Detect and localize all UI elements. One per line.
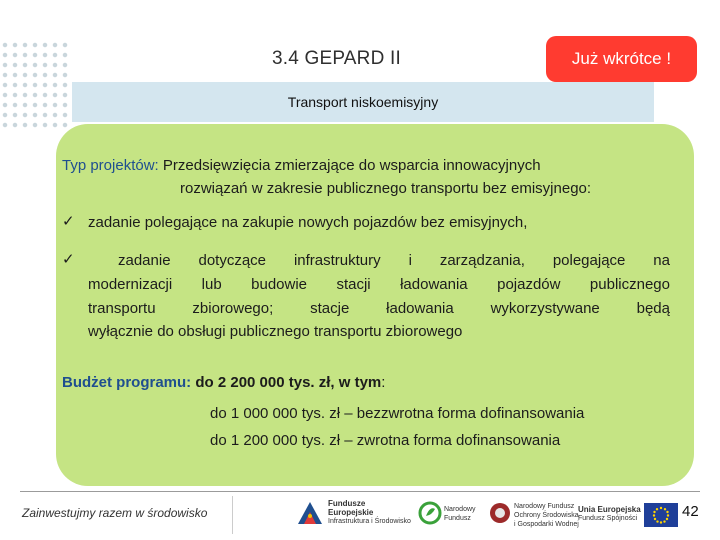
fundusze-logo-text bbox=[328, 499, 411, 526]
check-icon: ✓ bbox=[62, 251, 75, 268]
logo4-line2: Fundusz Spójności bbox=[578, 515, 638, 522]
coming-soon-badge: Już wkrótce ! bbox=[546, 36, 697, 82]
logo1-line1: Fundusze bbox=[328, 499, 366, 508]
fundusze-logo-icon bbox=[296, 498, 324, 528]
leaf-icon bbox=[418, 500, 442, 526]
budget-value: do 2 200 000 tys. zł, w tym bbox=[195, 374, 382, 391]
logo4-line1: Unia Europejska bbox=[578, 505, 641, 514]
list-item-2-line3: transportu zbiorowego; stacje ładowania wykorzystywane będą bbox=[88, 300, 670, 317]
project-type-line2: rozwiązań w zakresie publicznego transportu bez emisyjnego: bbox=[180, 180, 592, 197]
slide-title: 3.4 GEPARD II bbox=[272, 48, 401, 69]
ministry-logo bbox=[488, 500, 512, 526]
logo2-line2: Fundusz bbox=[444, 515, 471, 522]
logo1-line2: Europejskie bbox=[328, 508, 374, 517]
budget-detail-2: do 1 200 000 tys. zł – zwrotna forma dofinansowania bbox=[210, 432, 561, 449]
project-type-label: Typ projektów: bbox=[62, 157, 159, 174]
footer-separator bbox=[232, 496, 233, 534]
logo3-line3: i Gospodarki Wodnej bbox=[514, 521, 579, 528]
fundusze-europejskie-logo bbox=[296, 498, 324, 528]
eu-logo-text bbox=[578, 505, 641, 523]
project-type-line1 bbox=[62, 155, 672, 176]
project-type-text: Przedsięwzięcia zmierzające do wsparcia innowacyjnych bbox=[162, 157, 541, 174]
budget-label: Budżet programu: bbox=[62, 374, 192, 391]
eu-stars-icon bbox=[644, 503, 678, 527]
budget-line bbox=[62, 372, 385, 393]
check-icon: ✓ bbox=[62, 213, 75, 230]
subtitle-banner: Transport niskoemisyjny bbox=[72, 82, 654, 122]
logo1-line3: Infrastruktura i Środowisko bbox=[328, 518, 411, 525]
footer-divider bbox=[20, 491, 700, 492]
footer-slogan: Zainwestujmy razem w środowisko bbox=[22, 506, 208, 520]
emblem-icon bbox=[488, 500, 512, 526]
eu-flag-icon bbox=[644, 503, 678, 527]
list-item-1: zadanie polegające na zakupie nowych pojazdów bez emisyjnych, bbox=[88, 214, 528, 231]
list-item-2-line2: modernizacji lub budowie stacji ładowania pojazdów publicznego bbox=[88, 276, 670, 293]
logo2-line1: Narodowy bbox=[444, 506, 476, 513]
list-item-2-line4: wyłącznie do obsługi publicznego transportu zbiorowego bbox=[88, 323, 463, 340]
budget-detail-1: do 1 000 000 tys. zł – bezzwrotna forma dofinansowania bbox=[210, 405, 585, 422]
logo3-line2: Ochrony Środowiska bbox=[514, 512, 579, 519]
budget-colon: : bbox=[381, 374, 386, 391]
logo3-text bbox=[514, 502, 579, 529]
decorative-dots bbox=[0, 40, 72, 130]
logo3-line1: Narodowy Fundusz bbox=[514, 503, 575, 510]
page-number: 42 bbox=[682, 503, 699, 520]
nfosigw-logo bbox=[418, 500, 442, 526]
list-item-2-line1: zadanie dotyczące infrastruktury i zarządzania, polegające na bbox=[118, 252, 670, 269]
logo2-text bbox=[444, 505, 476, 523]
